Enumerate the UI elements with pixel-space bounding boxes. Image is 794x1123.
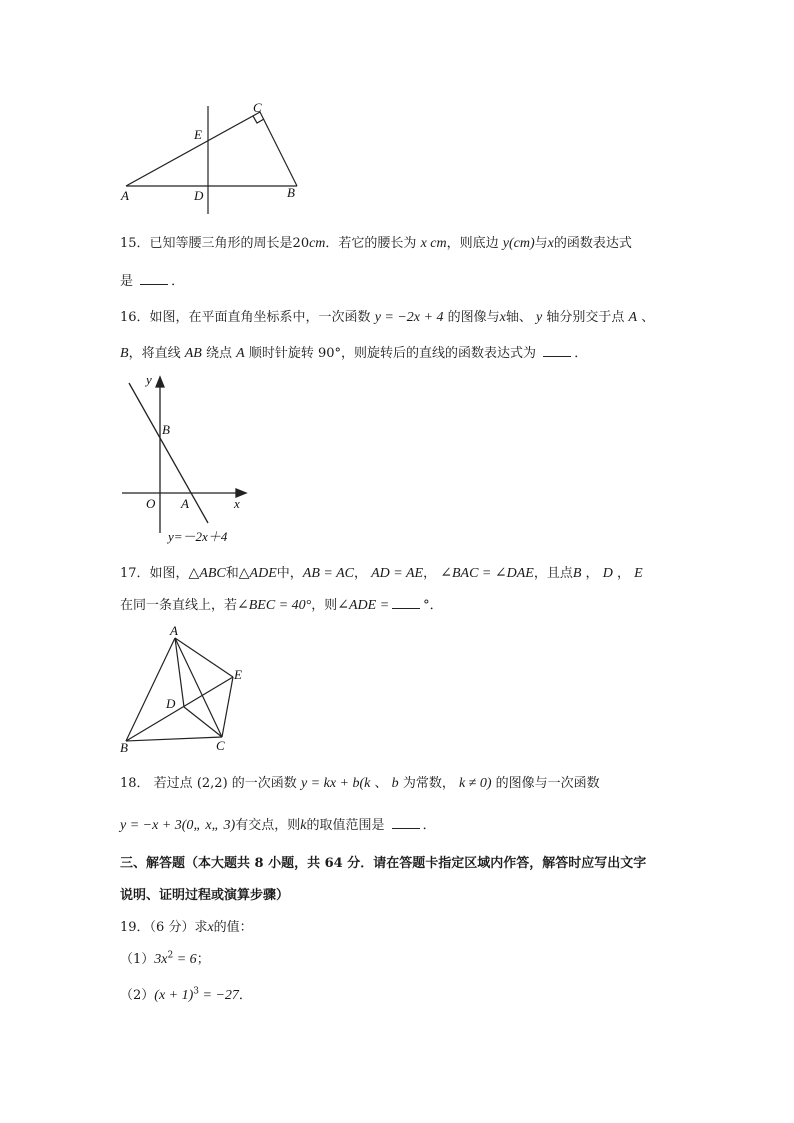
q15-line1: 15．已知等腰三角形的周长是20cm．若它的腰长为 x cm，则底边 y(cm)与x的函数表达式 (120, 236, 632, 251)
segment-dc (184, 707, 222, 737)
answer-blank-q15[interactable] (140, 272, 168, 285)
segment-cb (260, 112, 297, 186)
segment-ac (126, 112, 260, 186)
segment-ab (126, 638, 175, 741)
answer-blank-q17[interactable] (392, 596, 420, 609)
label-a: A (121, 188, 129, 203)
q16-line1: 16．如图，在平面直角坐标系中，一次函数 y = −2x + 4 的图像与x轴、 y 轴分别交于点 A 、 (120, 310, 655, 325)
y-axis-arrow (156, 377, 164, 387)
label-b: B (120, 740, 128, 755)
line-y-eq-neg2x-plus4 (129, 383, 208, 523)
figure-q15-triangle (110, 98, 310, 218)
label-x-axis: x (234, 496, 240, 511)
label-e: E (194, 127, 202, 142)
q16-line2: B，将直线 AB 绕点 A 顺时针旋转 90°，则旋转后的直线的函数表达式为 ． (120, 346, 588, 361)
segment-bc (126, 737, 222, 741)
answer-blank-q16[interactable] (543, 344, 571, 357)
label-c: C (253, 100, 262, 115)
q19-part1: $(1)3x^2 = 6$； (120, 950, 210, 967)
figure-q16-graph (110, 368, 260, 548)
q18-line1: 18． 若过点 (2,2) 的一次函数 y = kx + b(k 、 b 为常数， k ≠ 0) 的图像与一次函数 (120, 776, 600, 791)
segment-be (126, 677, 233, 741)
equation-label: y=－2x＋4 (168, 529, 228, 544)
label-d: D (166, 696, 176, 711)
q19-title: 19．（6 分）求x的值： (120, 920, 253, 935)
segment-ec (222, 677, 233, 737)
figure-q17-triangles (110, 620, 260, 760)
section-3-heading-line2: 说明、证明过程或演算步骤） (120, 888, 290, 903)
label-b: B (287, 185, 295, 200)
label-d: D (194, 188, 204, 203)
label-y-axis: y (146, 372, 152, 387)
label-c: C (216, 738, 225, 753)
answer-blank-q18[interactable] (392, 816, 420, 829)
section-3-heading-line1: 三、解答题（本大题共 8 小题，共 64 分．请在答题卡指定区域内作答，解答时应写出文字 (120, 856, 647, 871)
label-a: A (170, 623, 178, 638)
q15-line2: 是 ． (120, 274, 185, 289)
q17-line2: 在同一条直线上，若∠BEC = 40°，则∠ADE = °． (120, 598, 443, 613)
label-o: O (146, 496, 156, 511)
q17-line1: 17．如图，△ABC和△ADE中，AB = AC， AD = AE， ∠BAC = ∠DAE，且点B ， D ， E (120, 566, 643, 581)
label-e: E (234, 667, 242, 682)
q19-part2: $(2)(x + 1)^3 = -27$． (120, 986, 252, 1003)
q18-line2: y = −x + 3(0„ x„ 3)有交点，则k的取值范围是 ． (120, 818, 436, 833)
label-b: B (162, 422, 170, 437)
label-a: A (181, 496, 189, 511)
